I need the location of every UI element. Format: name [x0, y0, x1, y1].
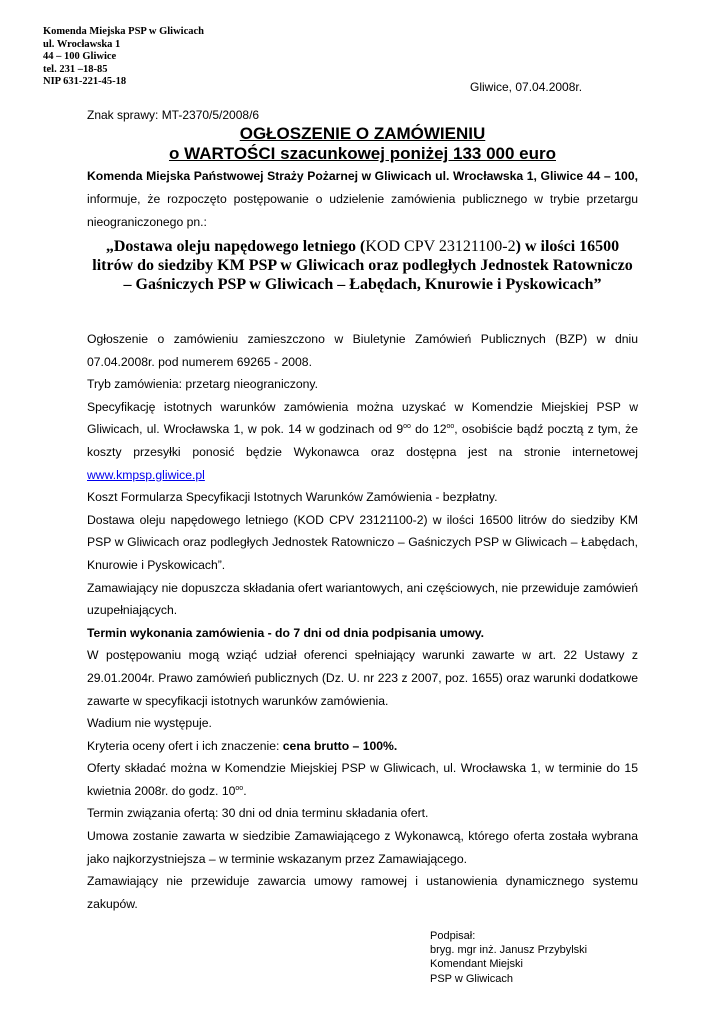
conditions-paragraph: W postępowaniu mogą wziąć udział oferenci spełniający warunki zawarte w art. 22 Ustawy z 29.01.2004r. Prawo zamówień publicznych (Dz. U. nr 223 z 2007, poz. 1655) oraz warunki dodatkowe zawarte w specyfikacji istotnych warunków zamówienia. [87, 648, 638, 708]
title-line-2: o WARTOŚCI szacunkowej poniżej 133 000 euro [168, 144, 556, 163]
form-cost-paragraph: Koszt Formularza Specyfikacji Istotnych Warunków Zamówienia - bezpłatny. [87, 490, 498, 505]
sender-header [43, 26, 204, 89]
issuer-name: Komenda Miejska Państwowej Straży Pożarnej w Gliwicach ul. Wrocławska 1, Gliwice 44 – 100, [87, 169, 638, 183]
contract-paragraph: Umowa zostanie zawarta w siedzibie Zamawiającego z Wykonawcą, którego oferta została wybrana jako najkorzystniejsza – w terminie wskazanym przez Zamawiającego. [87, 829, 638, 866]
case-number: Znak sprawy: MT-2370/5/2008/6 [87, 108, 260, 122]
submission-hour-sup: oo [235, 784, 244, 792]
signature-label: Podpisał: [430, 930, 476, 942]
intro-paragraph [87, 165, 638, 234]
signatory-title: Komendant Miejski [430, 958, 523, 971]
spec-hour-sup-2: oo [446, 423, 455, 431]
spec-text-2: do 12 [410, 422, 447, 437]
submission-end: . [243, 783, 247, 798]
delivery-paragraph: Dostawa oleju napędowego letniego (KOD CPV 23121100-2) w ilości 16500 litrów do siedziby KM PSP w Gliwicach oraz podległych Jednostek Ratowniczo – Gaśniczych PSP w Gliwicach – Łabędach, Knurowie i Pyskowicach”. [87, 512, 638, 572]
spec-text-3: , osobiście bądź pocztą z tym, że koszty przesyłki ponosić będzie Wykonawca oraz dostępna jest na stronie internetowej [87, 422, 638, 459]
signatory-unit: PSP w Gliwicach [430, 972, 513, 985]
framework-paragraph: Zamawiający nie przewiduje zawarcia umowy ramowej i ustanowienia dynamicznego systemu zakupów. [87, 874, 638, 911]
place-date: Gliwice, 07.04.2008r. [470, 80, 583, 94]
signature-block [430, 929, 587, 986]
bzp-publication-paragraph: Ogłoszenie o zamówieniu zamieszczono w Biuletynie Zamówień Publicznych (BZP) w dniu 07.04.2008r. pod numerem 69265 - 2008. [87, 332, 638, 369]
submission-text: Oferty składać można w Komendzie Miejskiej PSP w Gliwicach, ul. Wrocławska 1, w terminie do 15 kwietnia 2008r. do godz. 10 [87, 761, 638, 798]
variants-paragraph: Zamawiający nie dopuszcza składania ofert wariantowych, ani częściowych, nie przewiduje zamówień uzupełniających. [87, 580, 638, 618]
intro-text: informuje, że rozpoczęto postępowanie o udzielenie zamówienia publicznego w trybie przetargu nieograniczonego pn.: [87, 192, 638, 229]
binding-period-paragraph: Termin związania ofertą: 30 dni od dnia terminu składania ofert. [87, 806, 429, 821]
sender-name: Komenda Miejska PSP w Gliwicach [43, 26, 204, 37]
sender-phone: tel. 231 –18-85 [43, 63, 108, 75]
subject-cpv-code: KOD CPV 23121100-2 [365, 238, 516, 255]
sender-nip: NIP 631-221-45-18 [43, 76, 127, 88]
tender-subject [87, 237, 638, 294]
deposit-paragraph: Wadium nie występuje. [87, 716, 212, 731]
criteria-label: Kryteria oceny ofert i ich znaczenie: [87, 738, 283, 753]
submission-paragraph [87, 757, 638, 802]
specification-paragraph [87, 396, 638, 486]
subject-part-1: „Dostawa oleju napędowego letniego ( [105, 238, 366, 255]
notice-body [87, 328, 638, 915]
spec-hour-sup-1: oo [403, 423, 411, 431]
title-line-1: OGŁOSZENIE O ZAMÓWIENIU [239, 124, 486, 143]
signatory-name: bryg. mgr inż. Janusz Przybylski [430, 944, 588, 957]
criteria-value: cena brutto – 100%. [282, 738, 398, 753]
subject-part-2: ) w ilości 16500 litrów do siedziby KM PSP w Gliwicach oraz podległych Jednostek Ratowniczo – Gaśniczych PSP w Gliwicach – Łabędach, Knurowie i Pyskowicach” [92, 238, 633, 293]
procedure-mode-paragraph: Tryb zamówienia: przetarg nieograniczony. [87, 377, 318, 392]
sender-city: 44 – 100 Gliwice [43, 51, 117, 63]
sender-street: ul. Wrocławska 1 [43, 38, 121, 50]
criteria-paragraph [87, 735, 638, 758]
spec-text-1: Specyfikację istotnych warunków zamówienia można uzyskać w Komendzie Miejskiej PSP w Gliwicach, ul. Wrocławska 1, w pok. 14 w godzinach od 9 [87, 399, 638, 437]
website-link[interactable]: www.kmpsp.gliwice.pl [87, 467, 205, 482]
deadline-paragraph: Termin wykonania zamówienia - do 7 dni od dnia podpisania umowy. [87, 625, 485, 640]
